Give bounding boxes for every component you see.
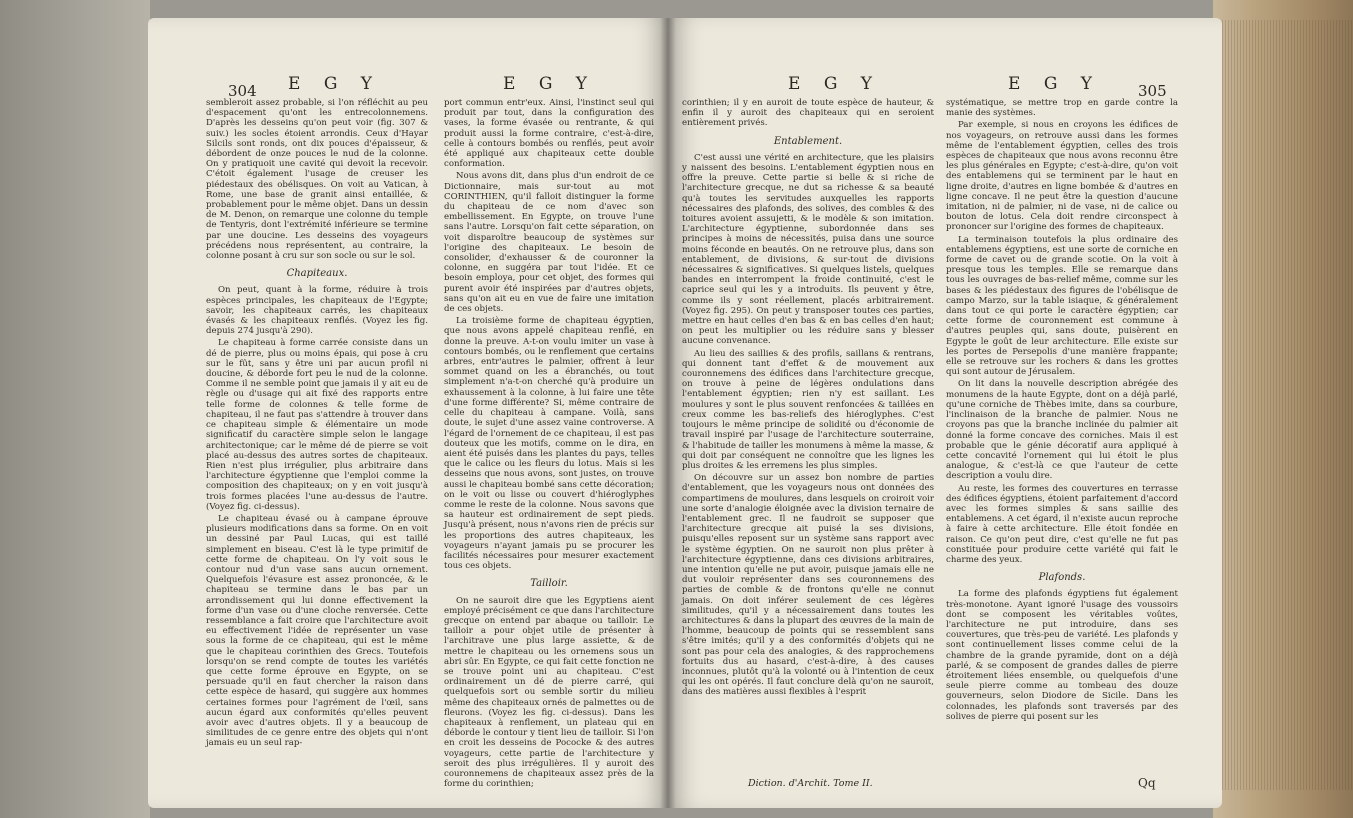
paragraph: La terminaison toutefois la plus ordinaire des entablemens égyptiens, est une sorte de corniche en forme de cavet ou de grande scotie. On la voit à presque tous les temples. Elle se remarque dans tous les ouvrages de bas-relief même, comme sur les bases & les piédestaux des figures de l'obélisque de campo Marzo, sur la table isiaque, & généralement dans tout ce qui porte le caractère égyptien; car cette forme de couronnement est commune à d'autres peuples qui, sans doute, puisèrent en Egypte le goût de leur architecture. Elle existe sur les portes de Persepolis d'une manière frappante; elle se retrouve sur les rochers & dans les grottes qui sont autour de Jérusalem. — [946, 234, 1178, 378]
running-head-right-2: E G Y — [1008, 74, 1102, 94]
paragraph: port commun entr'eux. Ainsi, l'instinct seul qui produit par tout, dans la configuration des vases, la forme évasée ou rentrante, & qui produit aussi la forme contraire, c'est-à-dire, celle à contours bombés ou renflés, peut avoir été appliqué aux chapiteaux cette double conformation. — [444, 98, 654, 170]
paragraph: On découvre sur un assez bon nombre de parties d'entablement, que les voyageurs nous ont données des compartimens de moulures, dans lesquels on croiroit voir une sorte d'analogie éloignée avec la division ternaire de l'entablement grec. Il ne faudroit se supposer que l'architecture grecque ait puisé la ses divisions, puisqu'elles reposent sur un système sans rapport avec le système égyptien. On ne sauroit non plus prêter à l'architecture égyptienne, dans ces divisions arbitraires, une intention qu'elle ne put avoir, puisque jamais elle ne dut vouloir représenter dans ses couronnemens des parties de comble & de frontons qu'elle ne connut jamais. On doit inférer seulement de ces légères similitudes, qu'il y a nécessairement dans toutes les architectures & dans la plupart des œuvres de la main de l'homme, beaucoup de points qui se ressemblent sans s'être imités; qu'il y a des conformités d'objets qui ne sont pas pour cela des analogies, & des rapprochemens fortuits dus au hasard, c'est-à-dire, à des causes inconnues, plutôt qu'à la volonté ou à l'intention de ceux qui les ont opérés. Il faut conclure delà qu'on ne sauroit, dans des matières aussi flexibles à l'esprit — [682, 473, 934, 698]
paragraph: On ne sauroit dire que les Egyptiens aient employé précisément ce que dans l'architecture grecque on entend par abaque ou tailloir. Le tailloir a pour objet utile de présenter à l'architrave une plus large assiette, & de mettre le chapiteau ou les ornemens sous un abri sûr. En Egypte, ce qui fait cette fonction ne se trouve point uni au chapiteau. C'est ordinairement un dé de pierre carré, qui quelquefois sort ou semble sortir du milieu même des chapiteaux ornés de palmettes ou de fleurons. (Voyez les fig. ci-dessus). Dans les chapiteaux à renflement, un plateau qui en déborde le contour y tient lieu de tailloir. Si l'on en croit les desseins de Pococke & des autres voyageurs, cette partie de l'architecture y seroit des plus irrégulières. Il y auroit des couronnemens de chapiteaux assez près de la forme du corinthien; — [444, 595, 654, 790]
paragraph: Le chapiteau à forme carrée consiste dans un dé de pierre, plus ou moins épais, qui pose à cru sur le fût, sans y être uni par aucun profil ni doucine, & déborde fort peu le nud de la colonne. Comme il ne semble point que jamais il y ait eu de règle ou d'usage qui ait fixé des rapports entre telle forme de colonnes & telle forme de chapiteau, il ne faut pas s'attendre à trouver dans ce chapiteau simple & élémentaire un mode significatif du caractère simple selon le langage architectonique; car le même dé de pierre se voit placé au-dessus des autres sortes de chapiteaux. Rien n'est plus irrégulier, plus arbitraire dans l'architecture égyptienne que l'emploi comme la composition des chapiteaux; on y en voit jusqu'à trois formes placées l'une au-dessus de l'autre. (Voyez fig. ci-dessus). — [206, 338, 428, 512]
section-heading: Plafonds. — [1038, 572, 1086, 584]
paragraph: Au reste, les formes des couvertures en terrasse des édifices égyptiens, étoient parfaitement d'accord avec les formes simples & sans saillie des entablemens. A cet égard, il n'existe aucun reproche à faire à cette architecture. Elle étoit fondée en raison. Ce qu'on peut dire, c'est qu'elle ne fut pas constituée pour produire cette variété qui fait le charme des yeux. — [946, 483, 1178, 565]
paragraph: La troisième forme de chapiteau égyptien, que nous avons appelé chapiteau renflé, en donne la preuve. A-t-on voulu imiter un vase à contours bombés, ou le renflement que certains arbres, entr'autres le palmier, offrent à leur sommet quand on les a ébranchés, ou tout simplement n'a-t-on cherché qu'à produire un exhaussement à la colonne, à lui faire une tête d'une forme différente? Si, même contraire de celle du chapiteau à campane. Voilà, sans doute, le sujet d'une assez vaine controverse. A l'égard de l'ornement de ce chapiteau, il est pas douteux que les motifs, comme on le dira, en aient été puisés dans les plantes du pays, telles que le calice ou les fleurs du lotus. Mais si les desseins que nous avons, sont justes, on trouve aussi le chapiteau bombé sans cette décoration; on le voit ou lisse ou couvert d'hiéroglyphes comme le reste de la colonne. Nous savons que sa hauteur est ordinairement de sept pieds. Jusqu'à présent, nous n'avons rien de précis sur les proportions des autres chapiteaux, les voyageurs n'ayant jamais pu se procurer les facilités nécessaires pour mesurer exactement tous ces objets. — [444, 316, 654, 572]
paragraph: On peut, quant à la forme, réduire à trois espèces principales, les chapiteaux de l'Egypte; savoir, les chapiteaux carrés, les chapiteaux évasés & les chapiteaux renflés. (Voyez les fig. depuis 274 jusqu'à 290). — [206, 285, 428, 337]
right-page — [668, 18, 1222, 808]
paragraph: Au lieu des saillies & des profils, saillans & rentrans, qui donnent tant d'effet & de mouvement aux couronnemens des édifices dans l'architecture grecque, on trouve à peine de légères ondulations dans l'entablement égyptien; rien n'y est saillant. Les moulures y sont le plus souvent renfoncées & taillées en creux comme les bas-reliefs des hiéroglyphes. C'est toujours le même principe de solidité ou d'économie de travail inspiré par l'usage de l'architecture souterraine, & l'habitude de tailler les monumens à même la masse, & qui doit par conséquent ne connoître que les lignes les plus droites & les erremens les plus simples. — [682, 348, 935, 471]
running-head-left-1: E G Y — [288, 74, 382, 94]
page-number-left: 304 — [228, 82, 257, 100]
left-column-2 — [444, 98, 654, 791]
paragraph: C'est aussi une vérité en architecture, que les plaisirs y naissent des besoins. L'entablement égyptien nous en offre la preuve. Cette partie si belle & si riche de l'architecture grecque, ne dut sa richesse & sa beauté qu'à toutes les servitudes auxquelles les rapports nécessaires des plafonds, des solives, des combles & des toitures avoient assujetti, & le modèle & son imitation. L'architecture égyptienne, subordonnée dans ses principes à moins de nécessités, puisa dans une source moins féconde en beautés. On ne retrouve plus, dans son entablement, de divisions, & sur-tout de divisions nécessaires & significatives. Si quelques listels, quelques bandes en interrompent la froide continuité, c'est le caprice seul qui les y a introduits. Ils peuvent y être, comme ils y sont réellement, placés arbitrairement. (Voyez fig. 295). On peut y transposer toutes ces parties, mettre en haut celles d'en bas & en bas celles d'en haut; on peut les multiplier ou les réduire sans y blesser aucune convenance. — [682, 152, 934, 347]
paragraph: Nous avons dit, dans plus d'un endroit de ce Dictionnaire, mais sur-tout au mot CORINTHIEN, qu'il falloit distinguer la forme du chapiteau de ce nom d'avec son embellissement. En Egypte, on trouve l'une sans l'autre. Lorsqu'on fait cette séparation, on voit disparoître beaucoup de systèmes sur l'origine des chapiteaux. Le besoin de consolider, d'exhausser & de couronner la colonne, en suggéra par tout l'idée. Et ce besoin employa, pour cet objet, des formes qui purent avoir été inspirées par d'autres objets, sans qu'on ait eu en vue de faire une imitation de ces objets. — [444, 171, 654, 315]
page-number-right: 305 — [1138, 82, 1167, 100]
section-heading: Tailloir. — [530, 578, 568, 590]
left-column-1 — [206, 98, 428, 751]
right-column-2 — [946, 98, 1178, 724]
paragraph: Par exemple, si nous en croyons les édifices de nos voyageurs, on retrouve aussi dans les formes même de l'entablement égyptien, celles des trois espèces de chapiteaux que nous avons reconnu être les plus générales en Egypte; c'est-à-dire, qu'on voit des entablemens qui se terminent par le haut en ligne droite, d'autres en ligne bombée & d'autres en ligne concave. Il ne peut être la question d'aucune imitation, ni de palmier, ni de vase, ni de calice ou bouton de lotus. Cela doit rendre circonspect à prononcer sur l'origine des formes de chapiteaux. — [946, 120, 1178, 233]
paragraph: systématique, se mettre trop en garde contre la manie des systèmes. — [946, 98, 1178, 119]
section-heading: Entablement. — [773, 135, 843, 147]
left-page — [148, 18, 668, 808]
paragraph: corinthien; il y en auroit de toute espèce de hauteur, & enfin il y auroit des chapiteaux qui en seroient entièrement privés. — [682, 98, 934, 129]
book-page-stack — [1213, 0, 1353, 818]
book-gutter — [660, 18, 676, 808]
paragraph: On lit dans la nouvelle description abrégée des monumens de la haute Egypte, dont on a déjà parlé, qu'une corniche de Thèbes imite, dans sa courbure, l'inclinaison de la branche de palmier. Nous ne croyons pas que la branche inclinée du palmier ait donné la forme concave des corniches. Mais il est probable que le génie décoratif aura appliqué à cette concavité l'ornement qui lui étoit le plus analogue, & c'est-là ce que l'auteur de cette description a voulu dire. — [946, 379, 1178, 482]
signature-mark: Qq — [1138, 776, 1156, 790]
section-heading: Chapiteaux. — [286, 268, 348, 280]
running-head-right-1: E G Y — [788, 74, 882, 94]
book-left-edge — [0, 0, 150, 818]
paragraph: La forme des plafonds égyptiens fut également très-monotone. Ayant ignoré l'usage des voussoirs dont se composent les véritables voûtes, l'architecture ne put introduire, dans ses couvertures, que très-peu de variété. Les plafonds y sont continuellement lisses comme celui de la chambre de la grande pyramide, dont on a déjà parlé, & se composent de grandes dalles de pierre étroitement liées ensemble, ou quelquefois d'une seule pierre comme au tombeau des douze gouverneurs, selon Diodore de Sicile. Dans les colonnades, les plafonds sont traversés par des solives de pierre qui posent sur les — [946, 589, 1178, 722]
running-head-left-2: E G Y — [503, 74, 597, 94]
paragraph: Le chapiteau évasé ou à campane éprouve plusieurs modifications dans sa forme. On en voit un dessiné par Paul Lucas, qui est taillé simplement en biseau. C'est là le type primitif de cette forme de chapiteau. On l'y voit sous le contour nud d'un vase sans aucun ornement. Quelquefois l'évasure est assez prononcée, & le chapiteau se termine dans le bas par un arrondissement qui lui donne effectivement la forme d'un vase ou d'une cloche renversée. Cette ressemblance a fait croire que l'architecture avoit eu effectivement l'idée de représenter un vase sous la forme de ce chapiteau, qui est le même que le chapiteau corinthien des Grecs. Toutefois lorsqu'on se rend compte de toutes les variétés que cette forme éprouve en Egypte, on se persuade qu'il en faut chercher la raison dans cette espèce de hasard, qui suggère aux hommes certaines formes pour l'agrément de l'œil, sans aucun égard aux conformités qu'elles peuvent avoir avec d'autres objets. Il y a beaucoup de similitudes de ce genre entre des objets qui n'ont jamais eu un seul rap- — [206, 513, 428, 749]
paragraph: sembleroit assez probable, si l'on réfléchit au peu d'espacement qu'ont les entrecolonnemens. D'après les desseins qu'on peut voir (fig. 307 & suiv.) les socles étoient arrondis. Ceux d'Hayar Silcils sont ronds, ont dix pouces d'épaisseur, & débordent de onze pouces le nud de la colonne. On y pratiquoit une cavité qui devoit la recevoir. C'étoit également l'usage de creuser les piédestaux des obélisques. On voit au Vatican, à Rome, une base de granit ainsi entaillée, & probablement pour le même objet. Dans un dessin de M. Denon, on remarque une colonne du temple de Tentyris, dont l'extrémité inférieure se termine par une doucine. Les desseins des voyageurs précédens nous représentent, au contraire, la colonne posant à cru sur son socle ou sur le sol. — [206, 98, 428, 262]
page-footer: Diction. d'Archit. Tome II. — [748, 778, 873, 789]
right-column-1 — [682, 98, 934, 700]
